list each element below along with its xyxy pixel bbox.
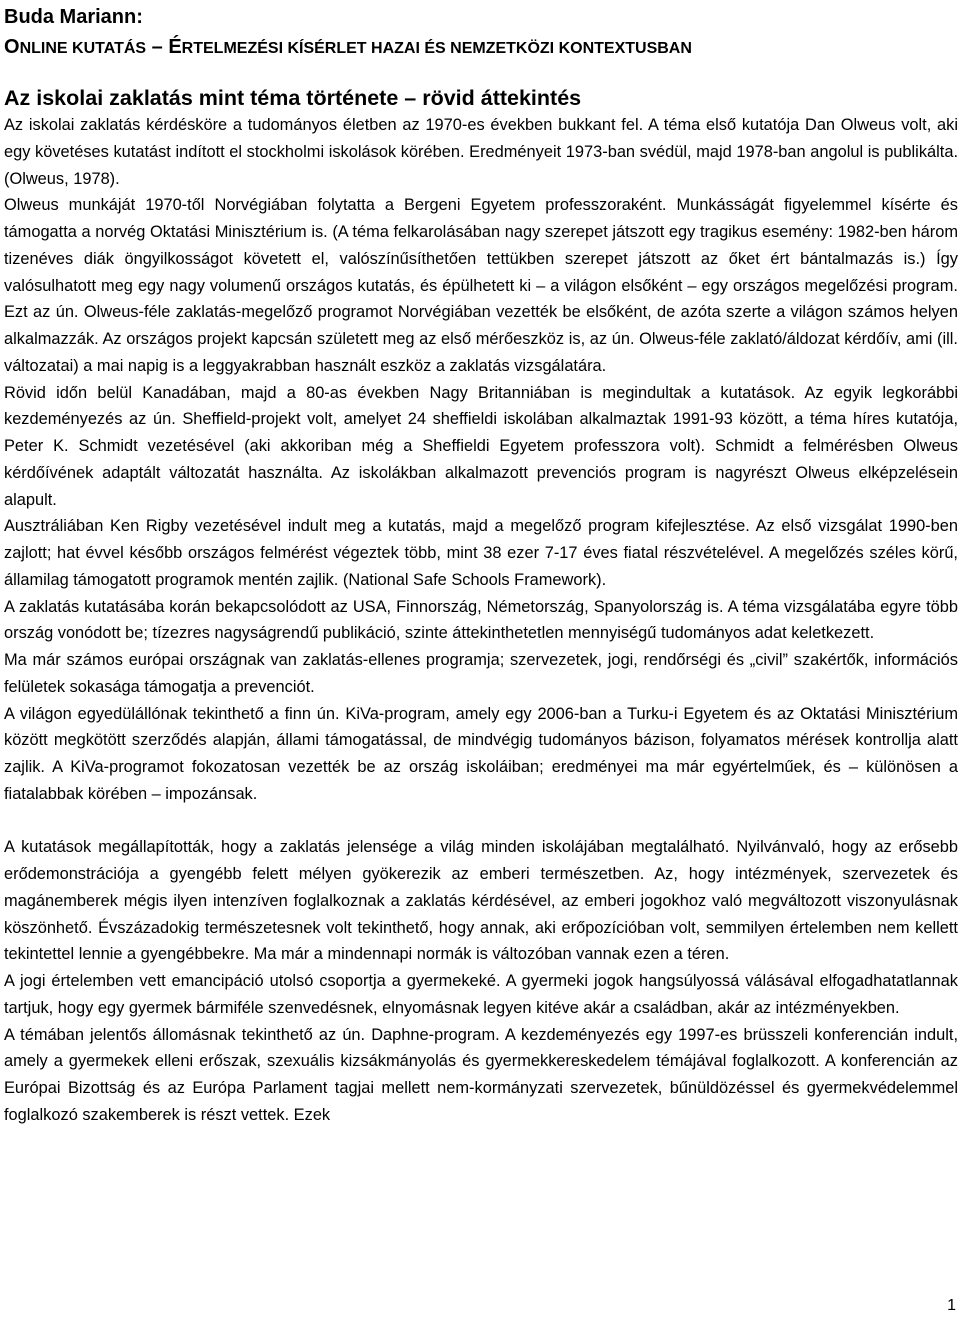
paragraph: A zaklatás kutatásába korán bekapcsolódott az USA, Finnország, Németország, Spanyolország is. A téma vizsgálatába egyre több ország vonódott be; tízezres nagyságrendű publikáció, szinte áttekinthetetlen mennyiségű tudományos adat keletkezett.	[4, 597, 958, 643]
paragraph: A jogi értelemben vett emancipáció utolsó csoportja a gyermekeké. A gyermeki jogok hangsúlyossá válásával elfogadhatatlannak tartjuk, hogy egy gyermek bármiféle szenvedésnek, elnyomásnak legyen kitéve akár a családban, akár az intézményekben.	[4, 972, 958, 1017]
author-name: Buda Mariann:	[4, 6, 143, 28]
paragraph: Az iskolai zaklatás kérdésköre a tudományos életben az 1970-es években bukkant fel. A téma első kutatója Dan Olweus volt, aki egy követéses kutatást indított el stockholmi iskolások körében. Eredményeit 1973-ban svédül, majd 1978-ban angolul is publikálta. (Olweus, 1978).	[4, 116, 958, 188]
document-title	[4, 34, 958, 62]
document-page	[4, 0, 958, 1129]
title-rest-2: RTELMEZÉSI KÍSÉRLET HAZAI ÉS NEMZETKÖZI KONTEXTUSBAN	[181, 40, 692, 57]
paragraph: Ausztráliában Ken Rigby vezetésével indult meg a kutatás, majd a megelőző program kifejlesztése. Az első vizsgálat 1990-ben zajlott; hat évvel később országos felmérést végeztek több, mint 38 ezer 7-17 éves fiatal részvételével. A megelőzés széles körű, államilag támogatott programok mentén zajlik. (National Safe Schools Framework).	[4, 517, 958, 589]
title-rest-1: NLINE KUTATÁS	[19, 40, 147, 57]
paragraph: A témában jelentős állomásnak tekinthető az ún. Daphne-program. A kezdeményezés egy 1997-es brüsszeli konferencián indult, amely a gyermekek elleni erőszak, szexuális kizsákmányolás és gyermekkereskedelem témájával foglalkozott. A konferencián az Európai Bizottság és az Európa Parlament tagjai mellett nem-kormányzati szervezetek, bűnüldözéssel és gyermekvédelemmel foglalkozó szakemberek is részt vettek. Ezek	[4, 1025, 958, 1124]
title-initial-1: O	[4, 36, 20, 58]
paragraph: Ma már számos európai országnak van zaklatás-ellenes programja; szervezetek, jogi, rendőrségi és „civil” szakértők, információs felületek sokasága támogatja a prevenciót.	[4, 651, 958, 696]
title-initial-2: É	[168, 36, 182, 58]
paragraph: Rövid időn belül Kanadában, majd a 80-as években Nagy Britanniában is megindultak a kutatások. Az egyik legkorábbi kezdeményezés az ún. Sheffield-projekt volt, amelyet 24 sheffieldi iskolában alkalmaztak 1991-93 között, a téma híres kutatója, Peter K. Schmidt vezetésével (aki akkoriban még a Sheffieldi Egyetem professzora volt). Schmidt a felmérésben Olweus kérdőívének adaptált változatát használta. Az iskolákban alkalmazott prevenciós program is nagyrészt Olweus elképzelésein alapult.	[4, 383, 958, 509]
paragraph: A világon egyedülállónak tekinthető a finn ún. KiVa-program, amely egy 2006-ban a Turku-i Egyetem és az Oktatási Minisztérium között megkötött szerződés alapján, állami támogatással, de mindvégig tudományos bázison, folyamatos mérések kontrollja alatt zajlik. A KiVa-programot fokozatosan vezették be az ország iskoláiban; eredményei ma már egyértelműek, és – különösen a fiatalabbak körében – impozánsak.	[4, 704, 958, 803]
page-number: 1	[947, 1297, 956, 1314]
paragraph: A kutatások megállapították, hogy a zaklatás jelensége a világ minden iskolájában megtalálható. Nyilvánvaló, hogy az erősebb erődemonstrációja a gyengébb felett mélyen gyökerezik az emberi természetben. Az, hogy intézmények, szervezetek és magánemberek mégis ilyen intenzíven foglalkoznak a zaklatás kérdésével, az emberi jogokhoz való megváltozott viszonyulásnak köszönhető. Évszázadokig természetesnek volt tekinthető, hogy annak, aki erőpozícióban volt, semmilyen értelemben nem kellett tekintettel lennie a gyengébbekre. Ma már a mindennapi normák is változóban vannak ezen a téren.	[4, 838, 958, 964]
body-text	[4, 112, 958, 1129]
section-heading: Az iskolai zaklatás mint téma története – rövid áttekintés	[4, 86, 582, 110]
title-dash: –	[146, 36, 169, 58]
paragraph: Olweus munkáját 1970-től Norvégiában folytatta a Bergeni Egyetem professzoraként. Munkásságát figyelemmel kísérte és támogatta a norvég Oktatási Minisztérium is. (A téma felkarolásában nagy szerepet játszott egy tragikus esemény: 1982-ben három tizenéves diák öngyilkosságot követett el, valószínűsíthetően tettükben szerepet játszott az őket ért bántalmazás is.) Így valósulhatott meg egy nagy volumenű országos kutatás, és épülhetett ki – a világon elsőként – egy országos megelőzési program. Ezt az ún. Olweus-féle zaklatás-megelőző programot Norvégiában vezették be elsőként, de azóta szerte a világon számos helyen alkalmazzák. Az országos projekt kapcsán született meg az első mérőeszköz is, az ún. Olweus-féle zaklató/áldozat kérdőív, ami (ill. változatai) a mai napig is a leggyakrabban használt eszköz a zaklatás vizsgálatára.	[4, 196, 958, 375]
